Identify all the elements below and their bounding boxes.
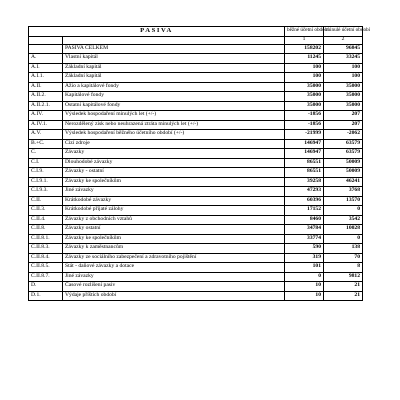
blank-cell bbox=[29, 36, 63, 44]
row-value-current: 11245 bbox=[285, 54, 324, 64]
table-row bbox=[29, 44, 363, 54]
row-name: Základní kapitál bbox=[63, 63, 285, 73]
col-current-period: běžné účetní období bbox=[285, 27, 324, 37]
table-row bbox=[29, 225, 363, 235]
row-value-previous: 100 bbox=[324, 63, 363, 73]
row-name: Časové rozlišení pasiv bbox=[63, 282, 285, 292]
row-value-previous: 138 bbox=[324, 244, 363, 254]
col-previous-number: 2 bbox=[324, 36, 363, 44]
row-name: Výsledek hospodaření minulých let (+/-) bbox=[63, 111, 285, 121]
row-code: C.I. bbox=[29, 158, 63, 168]
row-value-previous: 35000 bbox=[324, 92, 363, 102]
row-value-current: 590 bbox=[285, 244, 324, 254]
table-row bbox=[29, 234, 363, 244]
row-value-previous: 63579 bbox=[324, 139, 363, 149]
row-code: C.II.8. bbox=[29, 225, 63, 235]
table-row bbox=[29, 282, 363, 292]
blank-cell bbox=[63, 36, 285, 44]
row-name: Krátkodobé závazky bbox=[63, 196, 285, 206]
table-row bbox=[29, 253, 363, 263]
table-row bbox=[29, 54, 363, 64]
row-code: A.I. bbox=[29, 63, 63, 73]
col-previous-period: minulé účetní období bbox=[324, 27, 363, 37]
table-row bbox=[29, 168, 363, 178]
row-code: A.V. bbox=[29, 130, 63, 140]
row-code: C.II.8.7. bbox=[29, 272, 63, 282]
table-title: PASIVA bbox=[29, 27, 285, 37]
row-code: C. bbox=[29, 149, 63, 159]
row-value-previous: 3768 bbox=[324, 187, 363, 197]
row-value-previous: 63579 bbox=[324, 149, 363, 159]
row-code: C.II.8.1. bbox=[29, 234, 63, 244]
row-value-current: 39258 bbox=[285, 177, 324, 187]
row-code: C.I.9. bbox=[29, 168, 63, 178]
row-value-previous: 0 bbox=[324, 234, 363, 244]
table-row bbox=[29, 177, 363, 187]
row-code: D.1. bbox=[29, 291, 63, 301]
row-value-current: 100 bbox=[285, 63, 324, 73]
row-value-previous: 35000 bbox=[324, 82, 363, 92]
table-row bbox=[29, 196, 363, 206]
table-row bbox=[29, 244, 363, 254]
table-row bbox=[29, 101, 363, 111]
row-value-current: 17152 bbox=[285, 206, 324, 216]
table-row bbox=[29, 158, 363, 168]
row-value-previous: 13570 bbox=[324, 196, 363, 206]
row-name: Závazky bbox=[63, 149, 285, 159]
row-name: Cizí zdroje bbox=[63, 139, 285, 149]
row-value-current: 101 bbox=[285, 263, 324, 273]
row-code bbox=[29, 44, 63, 54]
row-value-previous: 70 bbox=[324, 253, 363, 263]
table-row bbox=[29, 92, 363, 102]
row-name: Závazky k zaměstnancům bbox=[63, 244, 285, 254]
table-row bbox=[29, 215, 363, 225]
row-value-current: -1856 bbox=[285, 120, 324, 130]
table-row bbox=[29, 272, 363, 282]
row-value-current: 33774 bbox=[285, 234, 324, 244]
row-value-previous: 207 bbox=[324, 111, 363, 121]
table-row bbox=[29, 149, 363, 159]
row-code: A.II.2. bbox=[29, 92, 63, 102]
table-row bbox=[29, 291, 363, 301]
row-value-previous: 0 bbox=[324, 206, 363, 216]
row-code: A.IV.1. bbox=[29, 120, 63, 130]
table-row bbox=[29, 111, 363, 121]
row-value-previous: 8 bbox=[324, 263, 363, 273]
row-name: Ostatní kapitálové fondy bbox=[63, 101, 285, 111]
row-value-current: 158202 bbox=[285, 44, 324, 54]
row-value-previous: 50009 bbox=[324, 158, 363, 168]
table-body bbox=[29, 44, 363, 301]
row-value-previous: 35000 bbox=[324, 101, 363, 111]
row-name: Kapitálové fondy bbox=[63, 92, 285, 102]
row-value-current: 86551 bbox=[285, 158, 324, 168]
table-row bbox=[29, 82, 363, 92]
row-code: A.II. bbox=[29, 82, 63, 92]
row-name: Závazky ze sociálního zabezpečení a zdravotního pojištění bbox=[63, 253, 285, 263]
table-row bbox=[29, 73, 363, 83]
table-row bbox=[29, 263, 363, 273]
row-code: A. bbox=[29, 54, 63, 64]
row-value-previous: 10028 bbox=[324, 225, 363, 235]
table-row bbox=[29, 120, 363, 130]
table-row bbox=[29, 206, 363, 216]
row-value-previous: 3542 bbox=[324, 215, 363, 225]
row-value-previous: 33245 bbox=[324, 54, 363, 64]
row-value-current: -21999 bbox=[285, 130, 324, 140]
row-value-previous: 96845 bbox=[324, 44, 363, 54]
row-code: C.II. bbox=[29, 196, 63, 206]
row-name: Závazky z obchodních vztahů bbox=[63, 215, 285, 225]
row-value-current: 100 bbox=[285, 73, 324, 83]
row-value-current: 60396 bbox=[285, 196, 324, 206]
header-row bbox=[29, 27, 363, 37]
table-row bbox=[29, 139, 363, 149]
row-name: Jiné závazky bbox=[63, 272, 285, 282]
row-code: C.II.4. bbox=[29, 215, 63, 225]
row-code: C.II.8.3. bbox=[29, 244, 63, 254]
row-value-current: 86551 bbox=[285, 168, 324, 178]
row-name: Ážio a kapitálové fondy bbox=[63, 82, 285, 92]
row-name: Nerozdělený zisk nebo neuhrazená ztráta minulých let (+/-) bbox=[63, 120, 285, 130]
row-value-current: -1856 bbox=[285, 111, 324, 121]
row-value-previous: -2062 bbox=[324, 130, 363, 140]
row-code: A.IV. bbox=[29, 111, 63, 121]
row-value-previous: 100 bbox=[324, 73, 363, 83]
row-value-current: 8460 bbox=[285, 215, 324, 225]
row-name: Stát - daňové závazky a dotace bbox=[63, 263, 285, 273]
row-value-previous: 46241 bbox=[324, 177, 363, 187]
row-value-current: 35000 bbox=[285, 92, 324, 102]
row-name: Jiné závazky bbox=[63, 187, 285, 197]
row-value-current: 146947 bbox=[285, 149, 324, 159]
row-name: Základní kapitál bbox=[63, 73, 285, 83]
row-code: D. bbox=[29, 282, 63, 292]
column-number-row bbox=[29, 36, 363, 44]
row-name: Závazky ostatní bbox=[63, 225, 285, 235]
row-value-previous: 21 bbox=[324, 291, 363, 301]
row-code: B.+C. bbox=[29, 139, 63, 149]
row-value-current: 319 bbox=[285, 253, 324, 263]
row-value-current: 0 bbox=[285, 272, 324, 282]
table-row bbox=[29, 187, 363, 197]
row-name: PASIVA CELKEM bbox=[63, 44, 285, 54]
row-value-current: 146947 bbox=[285, 139, 324, 149]
table-row bbox=[29, 130, 363, 140]
row-value-current: 35000 bbox=[285, 82, 324, 92]
row-code: C.II.8.5. bbox=[29, 263, 63, 273]
row-value-previous: 21 bbox=[324, 282, 363, 292]
row-code: A.II.2.1. bbox=[29, 101, 63, 111]
row-name: Krátkodobé přijaté zálohy bbox=[63, 206, 285, 216]
table-row bbox=[29, 63, 363, 73]
row-code: C.I.9.3. bbox=[29, 187, 63, 197]
row-value-previous: 9812 bbox=[324, 272, 363, 282]
col-current-number: 1 bbox=[285, 36, 324, 44]
row-name: Výdaje příštích období bbox=[63, 291, 285, 301]
row-code: A.I.1. bbox=[29, 73, 63, 83]
row-value-current: 35000 bbox=[285, 101, 324, 111]
row-name: Závazky ke společníkům bbox=[63, 234, 285, 244]
row-name: Závazky - ostatní bbox=[63, 168, 285, 178]
row-code: C.II.8.4. bbox=[29, 253, 63, 263]
row-name: Dlouhodobé závazky bbox=[63, 158, 285, 168]
row-value-previous: 207 bbox=[324, 120, 363, 130]
row-value-current: 10 bbox=[285, 282, 324, 292]
row-name: Závazky ke společníkům bbox=[63, 177, 285, 187]
row-value-current: 47293 bbox=[285, 187, 324, 197]
row-name: Vlastní kapitál bbox=[63, 54, 285, 64]
row-name: Výsledek hospodaření běžného účetního období (+/-) bbox=[63, 130, 285, 140]
row-value-current: 10 bbox=[285, 291, 324, 301]
row-code: C.II.3. bbox=[29, 206, 63, 216]
row-value-previous: 50009 bbox=[324, 168, 363, 178]
pasiva-table bbox=[28, 26, 371, 301]
row-code: C.I.9.1. bbox=[29, 177, 63, 187]
row-value-current: 34784 bbox=[285, 225, 324, 235]
